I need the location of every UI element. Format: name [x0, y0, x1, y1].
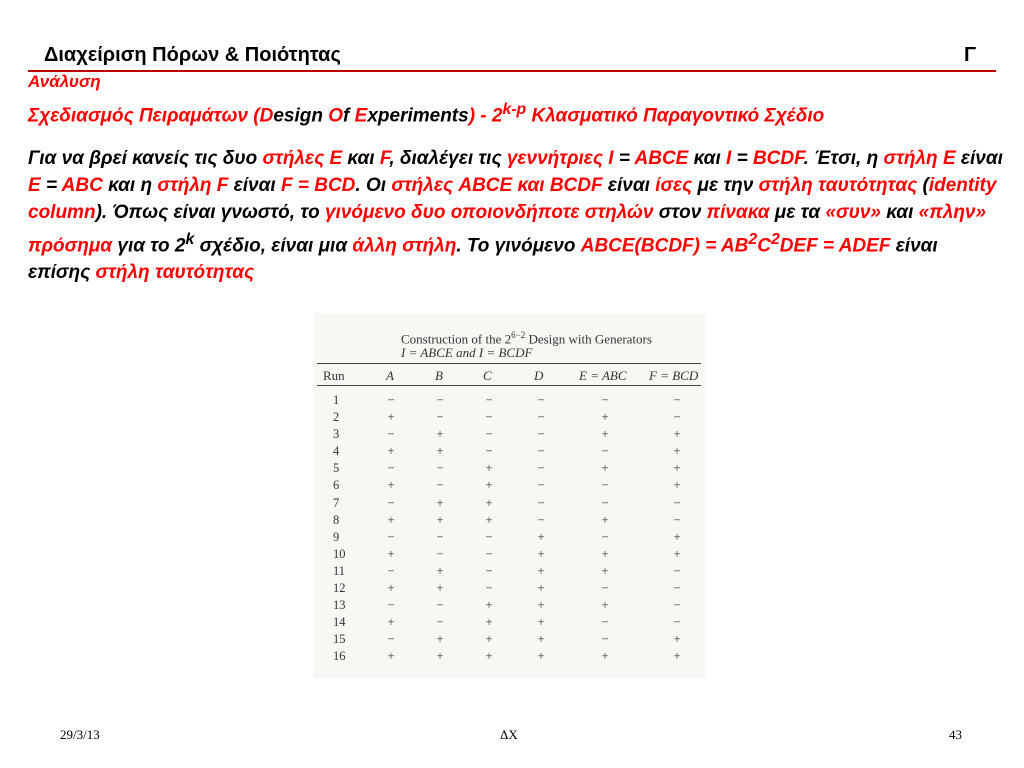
sign-cell: + — [673, 461, 681, 476]
run-number: 13 — [333, 598, 346, 613]
sign-cell: − — [387, 632, 395, 647]
sign-cell: + — [673, 478, 681, 493]
run-number: 3 — [333, 427, 340, 442]
sign-cell: − — [673, 581, 681, 596]
sign-cell: + — [436, 649, 444, 664]
body-seg: = — [731, 148, 753, 169]
sign-cell: + — [436, 512, 444, 527]
sign-cell: + — [673, 546, 681, 561]
body-seg: F — [379, 148, 390, 169]
sign-cell: + — [537, 563, 545, 578]
body-seg: . Οι — [355, 175, 392, 196]
sign-cell: − — [673, 512, 681, 527]
body-seg: και η — [102, 175, 158, 196]
table-header-rule — [317, 385, 701, 386]
sign-cell: − — [673, 410, 681, 425]
body-seg: ). Όπως είναι γνωστό, το — [95, 202, 325, 223]
body-seg: στήλη ταυτότητας — [758, 175, 918, 196]
sign-cell: + — [387, 615, 395, 630]
sign-cell: − — [537, 461, 545, 476]
sign-cell: − — [436, 546, 444, 561]
table-caption-line2: I = ABCE and I = BCDF — [401, 345, 533, 360]
sign-cell: − — [537, 427, 545, 442]
body-seg: = — [40, 175, 62, 196]
sign-cell: − — [436, 615, 444, 630]
e-column — [595, 392, 615, 666]
body-seg: DEF — [779, 235, 818, 257]
sign-cell: + — [601, 410, 609, 425]
d-column — [531, 392, 551, 666]
body-seg: ABCE — [634, 148, 689, 169]
sign-cell: − — [387, 563, 395, 578]
run-number: 6 — [333, 478, 340, 493]
body-seg: είναι επίσης — [28, 235, 938, 284]
col-header-f: F = BCD — [649, 368, 699, 383]
body-seg: ABCE(BCDF) — [580, 235, 700, 257]
sign-cell: + — [673, 649, 681, 664]
heading-mid: ) - 2 — [468, 105, 503, 127]
run-number: 4 — [333, 444, 340, 459]
run-number: 14 — [333, 615, 346, 630]
sign-cell: − — [436, 529, 444, 544]
a-column — [381, 392, 401, 666]
body-seg: με τα — [769, 202, 826, 223]
sign-cell: − — [387, 598, 395, 613]
sign-cell: + — [485, 512, 493, 527]
body-seg: = — [613, 148, 635, 169]
body-seg: ABC — [61, 175, 103, 196]
body-seg: πίνακα — [706, 202, 770, 223]
sign-cell: − — [601, 632, 609, 647]
sign-cell: + — [436, 495, 444, 510]
sign-cell: + — [387, 410, 395, 425]
body-seg: είναι — [228, 175, 281, 196]
sign-cell: + — [387, 581, 395, 596]
sign-cell: − — [387, 529, 395, 544]
body-seg: ADEF — [838, 235, 891, 257]
sign-cell: + — [436, 632, 444, 647]
sign-cell: − — [436, 461, 444, 476]
sign-cell: + — [436, 444, 444, 459]
run-number: 9 — [333, 529, 340, 544]
heading-exponent: k-p — [502, 101, 527, 118]
body-seg: στήλη F — [157, 175, 229, 196]
body-seg: στήλη ταυτότητας — [95, 262, 255, 284]
sign-cell: − — [673, 598, 681, 613]
sign-cell: + — [436, 581, 444, 596]
body-seg: C — [757, 235, 771, 257]
table-top-rule — [317, 363, 701, 364]
section-subtitle: Ανάλυση — [28, 72, 101, 91]
caption-text-b: Design with Generators — [525, 331, 652, 347]
sign-cell: + — [537, 598, 545, 613]
body-seg: γεννήτριες I — [506, 148, 614, 169]
sign-cell: − — [601, 478, 609, 493]
sign-cell: − — [537, 495, 545, 510]
sign-cell: − — [537, 478, 545, 493]
sign-cell: + — [485, 495, 493, 510]
sign-cell: + — [601, 512, 609, 527]
body-seg: στήλες ABCE και BCDF — [391, 175, 603, 196]
sign-cell: − — [387, 427, 395, 442]
sign-cell: − — [485, 410, 493, 425]
sign-cell: − — [387, 461, 395, 476]
body-seg: είναι — [955, 148, 1003, 169]
body-seg: άλλη στήλη — [352, 235, 457, 257]
run-number: 10 — [333, 546, 346, 561]
sign-cell: + — [673, 444, 681, 459]
sign-cell: − — [436, 478, 444, 493]
body-seg: 2 — [770, 231, 780, 248]
body-seg: ( — [917, 175, 929, 196]
sign-cell: − — [485, 427, 493, 442]
body-seg: στήλη E — [883, 148, 956, 169]
sign-cell: − — [485, 444, 493, 459]
sign-cell: + — [387, 512, 395, 527]
sign-cell: + — [601, 649, 609, 664]
sign-cell: − — [485, 393, 493, 407]
sign-cell: − — [436, 393, 444, 407]
b-column — [430, 392, 450, 666]
sign-cell: − — [601, 581, 609, 596]
sign-cell: − — [537, 444, 545, 459]
sign-cell: + — [673, 529, 681, 544]
body-seg: και — [342, 148, 380, 169]
run-number: 16 — [333, 649, 346, 664]
heading-prefix: Σχεδιασμός Πειραμάτων ( — [28, 105, 260, 127]
run-number: 12 — [333, 581, 346, 596]
heading-d: D — [259, 105, 274, 127]
footer-page-number: 43 — [949, 727, 962, 742]
sign-cell: − — [436, 598, 444, 613]
body-seg: . Έτσι, η — [803, 148, 884, 169]
body-seg: F = BCD — [280, 175, 356, 196]
body-seg: είναι — [602, 175, 656, 196]
header-divider — [28, 70, 996, 72]
caption-exponent: 6−2 — [511, 330, 526, 340]
run-number: 7 — [333, 495, 340, 510]
body-seg: ίσες — [655, 175, 693, 196]
sign-cell: + — [601, 461, 609, 476]
heading-o: O — [328, 105, 344, 127]
body-seg: AB — [720, 235, 749, 257]
caption-text-a: Construction of the 2 — [401, 331, 512, 347]
sign-cell: + — [601, 598, 609, 613]
body-seg: . Το γινόμενο — [456, 235, 581, 257]
col-header-e: E = ABC — [579, 368, 627, 383]
slide-heading — [28, 101, 824, 127]
sign-cell: − — [537, 512, 545, 527]
sign-cell: + — [485, 615, 493, 630]
sign-cell: + — [601, 546, 609, 561]
run-number: 8 — [333, 512, 340, 527]
sign-cell: − — [387, 495, 395, 510]
body-seg: 2 — [748, 231, 758, 248]
body-seg: στήλες E — [262, 148, 343, 169]
sign-cell: + — [485, 632, 493, 647]
run-number: 15 — [333, 632, 346, 647]
sign-cell: + — [485, 649, 493, 664]
sign-cell: − — [673, 615, 681, 630]
body-seg: identity column — [28, 175, 997, 223]
sign-cell: − — [673, 563, 681, 578]
sign-cell: − — [601, 615, 609, 630]
body-seg: Για να βρεί κανείς τις δυο — [28, 148, 263, 169]
sign-cell: − — [436, 410, 444, 425]
sign-cell: + — [485, 461, 493, 476]
sign-cell: − — [673, 495, 681, 510]
sign-cell: + — [485, 598, 493, 613]
sign-cell: − — [601, 495, 609, 510]
heading-suffix: Κλασματικό Παραγοντικό Σχέδιο — [526, 105, 825, 127]
sign-cell: − — [673, 393, 681, 407]
sign-cell: − — [485, 546, 493, 561]
col-header-a: A — [386, 368, 394, 383]
sign-cell: − — [601, 529, 609, 544]
run-number: 5 — [333, 461, 340, 476]
body-seg: BCDF — [752, 148, 804, 169]
body-seg: και — [881, 202, 919, 223]
run-number: 1 — [333, 393, 340, 407]
body-seg: , διαλέγει τις — [389, 148, 507, 169]
heading-e-rest: xperiments — [367, 105, 469, 127]
sign-cell: + — [436, 427, 444, 442]
body-seg: σχέδιο, είναι μια — [194, 235, 353, 257]
body-seg: για το 2 — [112, 235, 186, 257]
run-number: 11 — [333, 563, 346, 578]
heading-e: E — [354, 105, 368, 127]
body-seg: στον — [653, 202, 707, 223]
sign-cell: + — [537, 615, 545, 630]
sign-cell: + — [485, 478, 493, 493]
sign-cell: + — [387, 546, 395, 561]
body-seg: «πλην» πρόσημα — [28, 202, 987, 257]
sign-cell: + — [537, 529, 545, 544]
body-seg: I — [726, 148, 732, 169]
footer-date: 29/3/13 — [60, 727, 100, 742]
body-paragraph — [28, 145, 1003, 286]
footer-author: ΔΧ — [500, 727, 518, 742]
sign-cell: − — [537, 410, 545, 425]
sign-cell: − — [387, 393, 395, 407]
body-seg: = — [699, 235, 721, 257]
sign-cell: + — [673, 632, 681, 647]
sign-cell: − — [601, 444, 609, 459]
body-seg: E — [28, 175, 41, 196]
body-seg: = — [817, 235, 839, 257]
sign-cell: − — [485, 529, 493, 544]
sign-cell: + — [387, 478, 395, 493]
sign-cell: + — [537, 546, 545, 561]
col-header-c: C — [483, 368, 492, 383]
run-column — [333, 392, 357, 666]
body-seg: k — [185, 231, 195, 248]
run-number: 2 — [333, 410, 340, 425]
sign-cell: + — [387, 444, 395, 459]
f-column — [667, 392, 687, 666]
sign-cell: + — [537, 649, 545, 664]
col-header-d: D — [534, 368, 544, 383]
sign-cell: + — [387, 649, 395, 664]
sign-cell: − — [601, 393, 609, 407]
header-code: Γ — [963, 44, 976, 66]
design-table-figure — [313, 313, 705, 678]
sign-cell: − — [537, 393, 545, 407]
sign-cell: − — [485, 563, 493, 578]
body-seg: «συν» — [825, 202, 881, 223]
sign-cell: + — [601, 427, 609, 442]
heading-d-rest: esign — [273, 105, 329, 127]
col-header-run: Run — [323, 368, 345, 383]
sign-cell: + — [601, 563, 609, 578]
header-title: Διαχείριση Πόρων & Ποιότητας — [44, 44, 341, 66]
c-column — [479, 392, 499, 666]
sign-cell: − — [485, 581, 493, 596]
body-seg: και — [688, 148, 727, 169]
col-header-b: B — [435, 368, 443, 383]
sign-cell: + — [673, 427, 681, 442]
sign-cell: + — [436, 563, 444, 578]
sign-cell: + — [537, 581, 545, 596]
body-seg: γινόμενο δυο οποιονδήποτε στηλών — [324, 202, 654, 223]
heading-o-rest: f — [343, 105, 355, 127]
body-seg: με την — [692, 175, 759, 196]
sign-cell: + — [537, 632, 545, 647]
